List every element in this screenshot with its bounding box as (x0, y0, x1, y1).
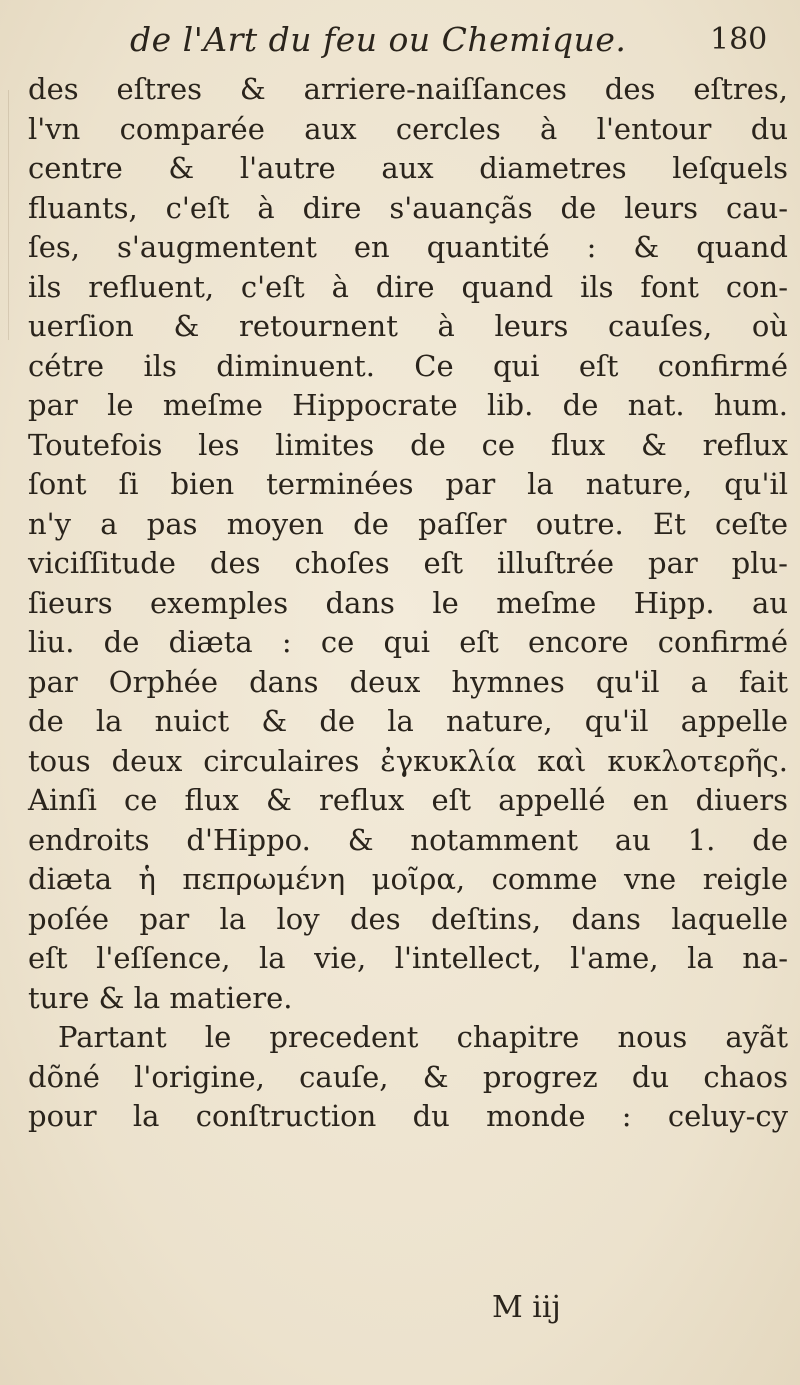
text-line: de la nuict & de la nature, qu'il appelle (28, 704, 788, 738)
text-line: diæta ἡ πεπρωμένη μοῖρα, comme vne reigle (28, 862, 788, 896)
text-line: dõné l'origine, cauſe, & progrez du chaos (28, 1059, 788, 1094)
signature-mark: M iij (492, 1290, 561, 1325)
text-line: ils refluent, c'eſt à dire quand ils font con- (28, 269, 788, 304)
text-line: par Orphée dans deux hymnes qu'il a fait (28, 664, 788, 699)
text-line: ſont ſi bien terminées par la nature, qu'il (28, 467, 788, 501)
text-line: cétre ils diminuent. Ce qui eſt confirmé (28, 348, 788, 383)
text-line: ture & la matiere. (28, 980, 293, 1015)
text-line: Ainſi ce flux & reflux eſt appellé en diuers (28, 783, 788, 817)
page-number: 180 (710, 22, 768, 57)
text-line: l'vn comparée aux cercles à l'entour du (28, 111, 788, 146)
text-line: fluants, c'eſt à dire s'auançãs de leurs cau- (28, 190, 788, 225)
text-line: eſt l'eſſence, la vie, l'intellect, l'ame, la na- (28, 941, 788, 975)
text-line: liu. de diæta : ce qui eſt encore confirmé (28, 625, 788, 659)
text-line: n'y a pas moyen de paſſer outre. Et ceſte (28, 506, 788, 541)
text-line: ſes, s'augmentent en quantité : & quand (28, 230, 788, 264)
text-line: pour la conſtruction du monde : celuy-cy (28, 1099, 788, 1133)
text-line: Partant le precedent chapitre nous ayãt (58, 1020, 788, 1054)
margin-shadow (8, 90, 9, 340)
body-text (28, 70, 788, 1137)
text-line: uerſion & retournent à leurs cauſes, où (28, 309, 788, 343)
text-line: des eſtres & arriere-naiſſances des eſtres, (28, 72, 788, 106)
text-line: poſée par la loy des deſtins, dans laquelle (28, 901, 788, 936)
text-line: centre & l'autre aux diametres leſquels (28, 151, 788, 185)
text-line: ſieurs exemples dans le meſme Hipp. au (28, 585, 788, 620)
text-line: tous deux circulaires ἐγκυκλία καὶ κυκλοτερῆς. (28, 743, 788, 778)
running-head: de l'Art du feu ou Chemique. (130, 20, 627, 59)
text-line: endroits d'Hippo. & notamment au 1. de (28, 822, 788, 857)
text-line: par le meſme Hippocrate lib. de nat. hum. (28, 388, 788, 422)
page-header (0, 18, 800, 62)
text-line: Toutefois les limites de ce flux & reflux (28, 427, 788, 462)
text-line: viciſſitude des choſes eſt illuſtrée par plu- (28, 546, 788, 580)
